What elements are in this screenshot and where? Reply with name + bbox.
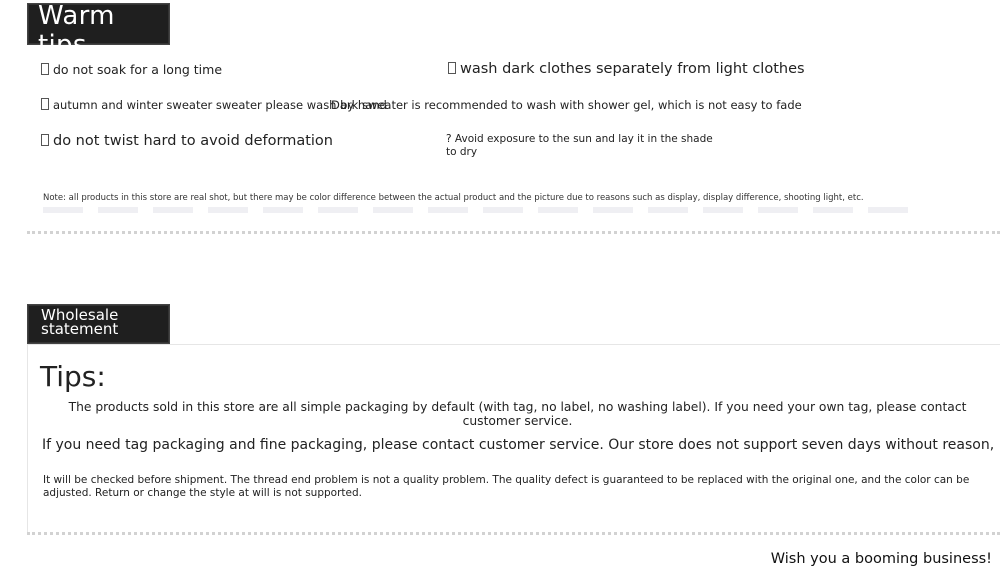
faded-note-line — [43, 207, 913, 213]
statement-line: If you need tag packaging and fine packaging, please contact customer service. Our store does not support seven days without reason, — [42, 437, 995, 453]
product-note: Note: all products in this store are real shot, but there may be color difference between the actual product and the picture due to reasons such as display, display difference, shooting light, etc. — [43, 193, 864, 203]
tip-text: do not soak for a long time — [53, 62, 223, 77]
tip-item — [331, 98, 802, 112]
tips-heading: Tips: — [40, 360, 106, 393]
tip-text: do not twist hard to avoid deformation — [53, 133, 333, 149]
tip-text: ? Avoid exposure to the sun and lay it in the shade to dry — [446, 133, 713, 158]
bullet-icon — [41, 63, 49, 75]
warm-tips-header — [27, 1, 170, 60]
closing-message: Wish you a booming business! — [770, 551, 992, 567]
tip-item — [41, 133, 333, 149]
tip-text: Dark sweater is recommended to wash with shower gel, which is not easy to fade — [331, 98, 802, 112]
dotted-divider — [27, 532, 1000, 535]
tip-item — [41, 62, 222, 77]
bullet-icon — [448, 62, 456, 74]
bullet-icon — [41, 134, 49, 146]
dotted-divider — [27, 231, 1000, 234]
statement-line: It will be checked before shipment. The thread end problem is not a quality problem. The quality defect is guaranteed to be replaced with the original one, and the color can be adjusted. Return or change the style at will is not supported. — [43, 474, 970, 499]
tip-text: wash dark clothes separately from light clothes — [460, 61, 805, 77]
wholesale-statement-header — [27, 304, 170, 344]
tip-item — [448, 61, 805, 77]
tip-item — [446, 133, 726, 159]
warm-tips-title: Warm tips — [38, 1, 115, 60]
tip-text: autumn and winter sweater sweater please wash by hand — [53, 98, 387, 112]
statement-line: The products sold in this store are all simple packaging by default (with tag, no label, no washing label). If you need your own tag, please contact customer service. — [68, 400, 967, 428]
bullet-icon — [41, 98, 49, 110]
wholesale-statement-title: Wholesale statement — [41, 306, 119, 338]
